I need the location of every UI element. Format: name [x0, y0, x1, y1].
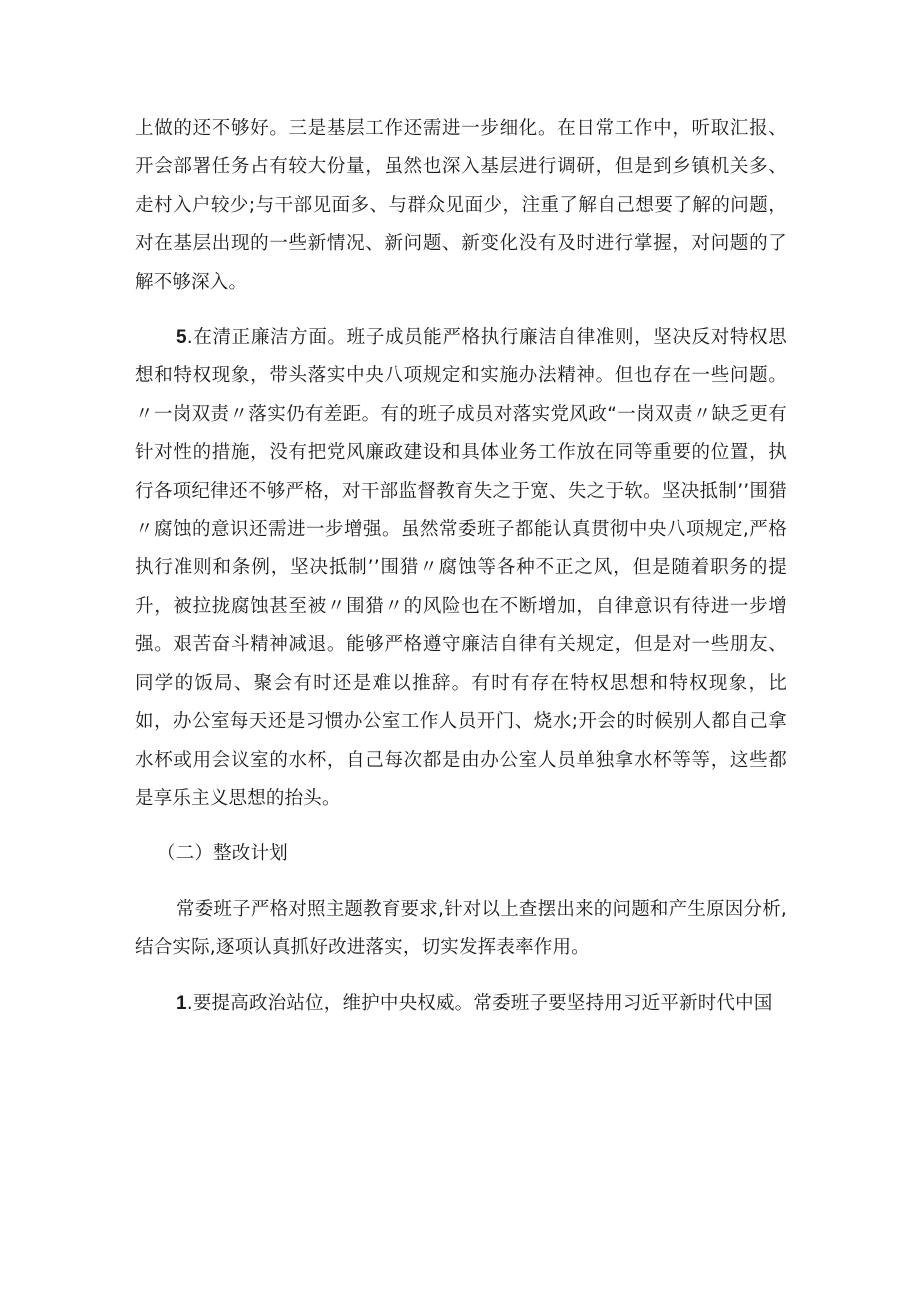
paragraph-integrity: [135, 319, 787, 818]
paragraph-grassroots: [135, 110, 787, 302]
paragraph-political-stance: [135, 985, 787, 1023]
paragraph-text: .在清正廉洁方面。班子成员能严格执行廉洁自律准则，坚决反对特权思想和特权现象，带头落实中央八项规定和实施办法精神。但也存在一些问题。〃一岗双责〃落实仍有差距。有的班子成员对落实党风政“一岗双责〃缺乏更有针对性的措施，没有把党风廉政建设和具体业务工作放在同等重要的位置，执行各项纪律还不够严格，对干部监督教育失之于宽、失之于软。坚决抵制’’围猎〃腐蚀的意识还需进一步增强。虽然常委班子都能认真贯彻中央八项规定,严格执行准则和条例，坚决抵制’’围猎〃腐蚀等各种不正之风，但是随着职务的提升，被拉拢腐蚀甚至被〃围猎〃的风险也在不断增加，自律意识有待进一步增强。艰苦奋斗精神减退。能够严格遵守廉洁自律有关规定，但是对一些朋友、同学的饭局、聚会有时还是难以推辞。有时有存在特权思想和特权现象，比如，办公室每天还是习惯办公室工作人员开门、烧水;开会的时候别人都自己拿水杯或用会议室的水杯，自己每次都是由办公室人员单独拿水杯等等，这些都是享乐主义思想的抬头。: [135, 327, 787, 809]
paragraph-text: 常委班子严格对照主题教育要求,针对以上查摆出来的问题和产生原因分析,结合实际,逐项认真抓好改进落实，切实发挥表率作用。: [135, 898, 787, 959]
paragraph-text: .要提高政治站位，维护中央权威。常委班子要坚持用习近平新时代中国: [186, 992, 773, 1014]
document-page: [135, 110, 787, 1040]
section-heading-rectification-plan: [135, 835, 787, 873]
paragraph-plan-intro: [135, 891, 787, 968]
item-number: 5: [176, 327, 187, 349]
item-number: 1: [176, 992, 187, 1014]
heading-text: （二）整改计划: [157, 843, 288, 865]
paragraph-text: 上做的还不够好。三是基层工作还需进一步细化。在日常工作中，听取汇报、开会部署任务占有较大份量，虽然也深入基层进行调研，但是到乡镇机关多、走村入户较少;与干部见面多、与群众见面少，注重了解自己想要了解的问题，对在基层出现的一些新情况、新问题、新变化没有及时进行掌握，对问题的了解不够深入。: [135, 118, 787, 293]
